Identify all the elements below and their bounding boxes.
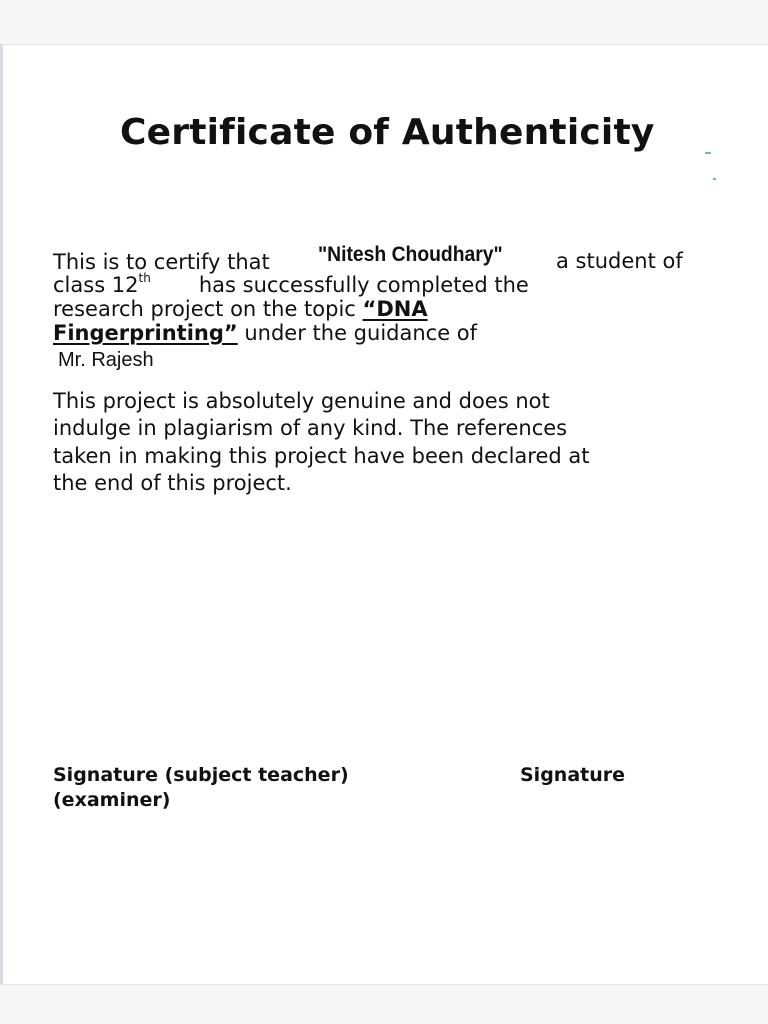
genuine-line: taken in making this project have been declared at [53,444,590,468]
intro-text: This is to certify that [53,250,270,274]
page-left-border [0,44,3,984]
page-bottom-margin [0,984,768,1024]
after-name-text: a student of [556,249,683,273]
completed-text: has successfully completed the [198,273,529,297]
guide-name: Mr. Rajesh [58,349,154,371]
class-prefix: class 12 [53,273,139,297]
class-suffix: th [138,271,151,285]
topic-prefix: research project on the topic [53,297,363,321]
topic-line [53,297,428,321]
title-mark-small [713,178,716,180]
genuine-line: the end of this project. [53,471,292,495]
title-mark [705,152,711,154]
topic-name-part1: “DNA [362,297,428,321]
genuine-line: This project is absolutely genuine and does not [53,389,550,413]
genuine-line: indulge in plagiarism of any kind. The references [53,416,568,440]
signature-examiner: (examiner) [53,789,171,811]
class-line [53,273,529,297]
signature-right: Signature [520,764,626,786]
page-top-margin [0,0,768,45]
student-name: "Nitesh Choudhary" [318,243,503,266]
certificate-title: Certificate of Authenticity [120,112,655,153]
guidance-line [53,321,477,345]
topic-name-part2: Fingerprinting” [53,321,238,345]
guidance-text: under the guidance of [237,321,478,345]
signature-subject-teacher: Signature (subject teacher) [53,764,349,786]
